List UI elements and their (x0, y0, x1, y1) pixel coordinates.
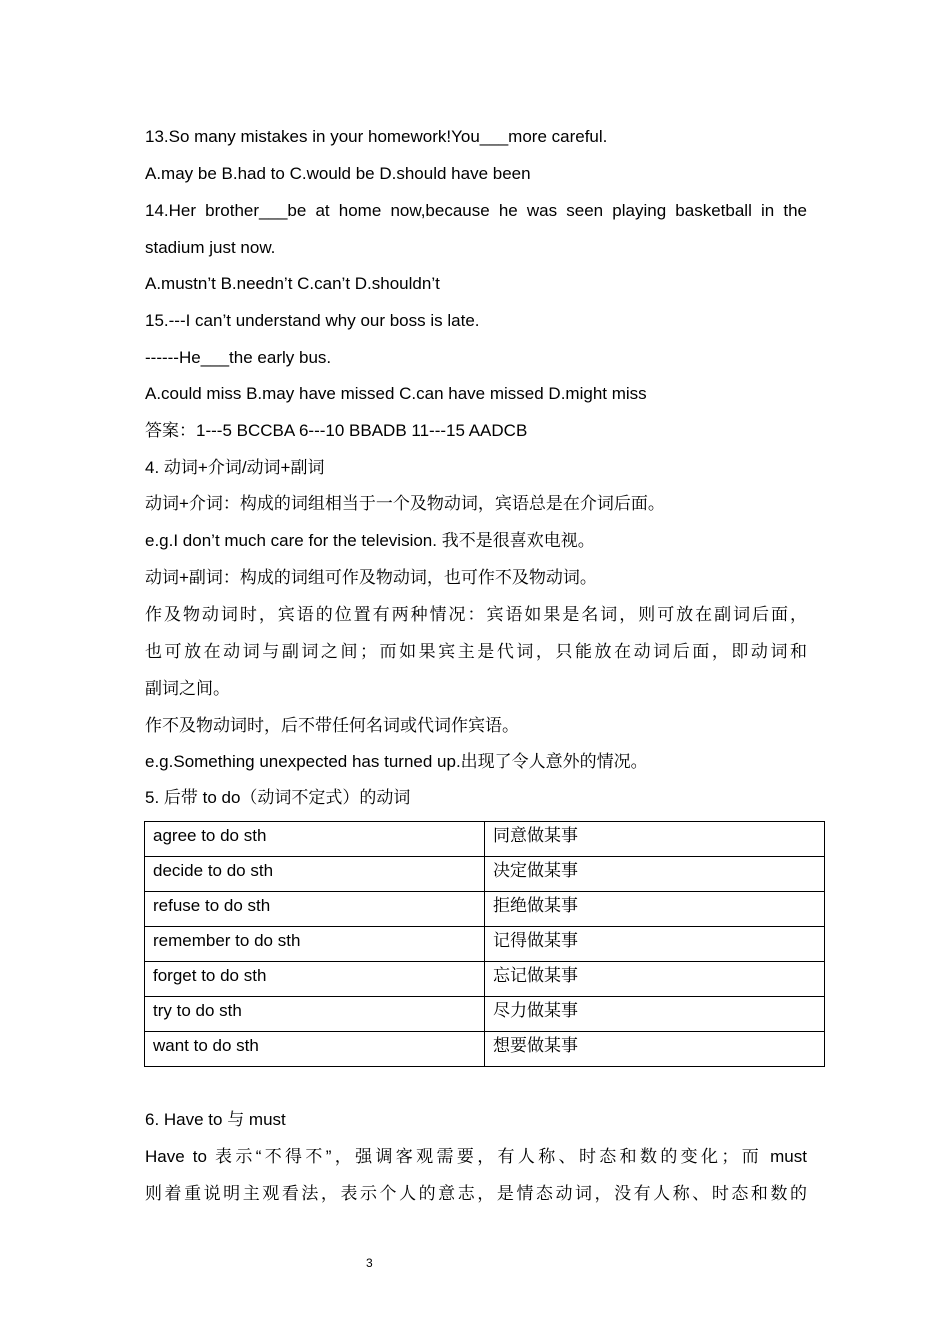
table-cell-meaning: 决定做某事 (485, 857, 825, 892)
section-6-title: 6. Have to 与 must (145, 1110, 286, 1129)
table-cell-meaning: 尽力做某事 (485, 997, 825, 1032)
section-4-paragraph-3-line2: 也可放在动词与副词之间；而如果宾主是代词，只能放在动词后面，即动词和 (145, 642, 807, 661)
page-number: 3 (366, 1256, 373, 1270)
section-4-paragraph-4: 作不及物动词时，后不带任何名词或代词作宾语。 (145, 716, 519, 735)
section-6-paragraph-line2: 则着重说明主观看法，表示个人的意志，是情态动词，没有人称、时态和数的 (145, 1184, 807, 1203)
table-cell-verb: forget to do sth (145, 962, 485, 997)
table-cell-verb: try to do sth (145, 997, 485, 1032)
table-row (145, 892, 825, 927)
table-cell-meaning: 同意做某事 (485, 822, 825, 857)
table-cell-verb: agree to do sth (145, 822, 485, 857)
section-6-paragraph-line1: Have to 表示“不得不”，强调客观需要，有人称、时态和数的变化；而 must (145, 1147, 807, 1166)
section-4-paragraph-3-line3: 副词之间。 (145, 679, 230, 698)
table-cell-meaning: 记得做某事 (485, 927, 825, 962)
question-14-line1: 14.Her brother___be at home now,because he was seen playing basketball in the (145, 201, 807, 220)
table-cell-verb: want to do sth (145, 1032, 485, 1067)
table-row (145, 927, 825, 962)
question-15: 15.---I can’t understand why our boss is late. (145, 311, 480, 330)
table-cell-meaning: 想要做某事 (485, 1032, 825, 1067)
table-row (145, 962, 825, 997)
answer-key: 答案：1---5 BCCBA 6---10 BBADB 11---15 AADCB (145, 421, 528, 440)
section-4-example-1: e.g.I don’t much care for the television. 我不是很喜欢电视。 (145, 531, 595, 550)
question-15-reply: ------He___the early bus. (145, 348, 332, 367)
section-4-title: 4. 动词+介词/动词+副词 (145, 458, 325, 477)
section-4-paragraph-3-line1: 作及物动词时，宾语的位置有两种情况：宾语如果是名词，则可放在副词后面， (145, 605, 807, 624)
section-4-paragraph-1: 动词+介词：构成的词组相当于一个及物动词，宾语总是在介词后面。 (145, 494, 665, 513)
table-cell-meaning: 忘记做某事 (485, 962, 825, 997)
question-15-options: A.could miss B.may have missed C.can have missed D.might miss (145, 384, 647, 403)
table-cell-verb: remember to do sth (145, 927, 485, 962)
question-13: 13.So many mistakes in your homework!You___more careful. (145, 127, 608, 146)
question-14-line2: stadium just now. (145, 238, 276, 257)
section-4-example-2: e.g.Something unexpected has turned up.出现了令人意外的情况。 (145, 752, 648, 771)
table-row (145, 822, 825, 857)
section-4-paragraph-2: 动词+副词：构成的词组可作及物动词，也可作不及物动词。 (145, 568, 597, 587)
question-14-options: A.mustn’t B.needn’t C.can’t D.shouldn’t (145, 274, 440, 293)
table-row (145, 997, 825, 1032)
section-5-title: 5. 后带 to do（动词不定式）的动词 (145, 788, 411, 807)
table-row (145, 1032, 825, 1067)
table-cell-verb: decide to do sth (145, 857, 485, 892)
table-row (145, 857, 825, 892)
verb-table (144, 821, 825, 1067)
table-cell-verb: refuse to do sth (145, 892, 485, 927)
table-cell-meaning: 拒绝做某事 (485, 892, 825, 927)
question-13-options: A.may be B.had to C.would be D.should have been (145, 164, 531, 183)
